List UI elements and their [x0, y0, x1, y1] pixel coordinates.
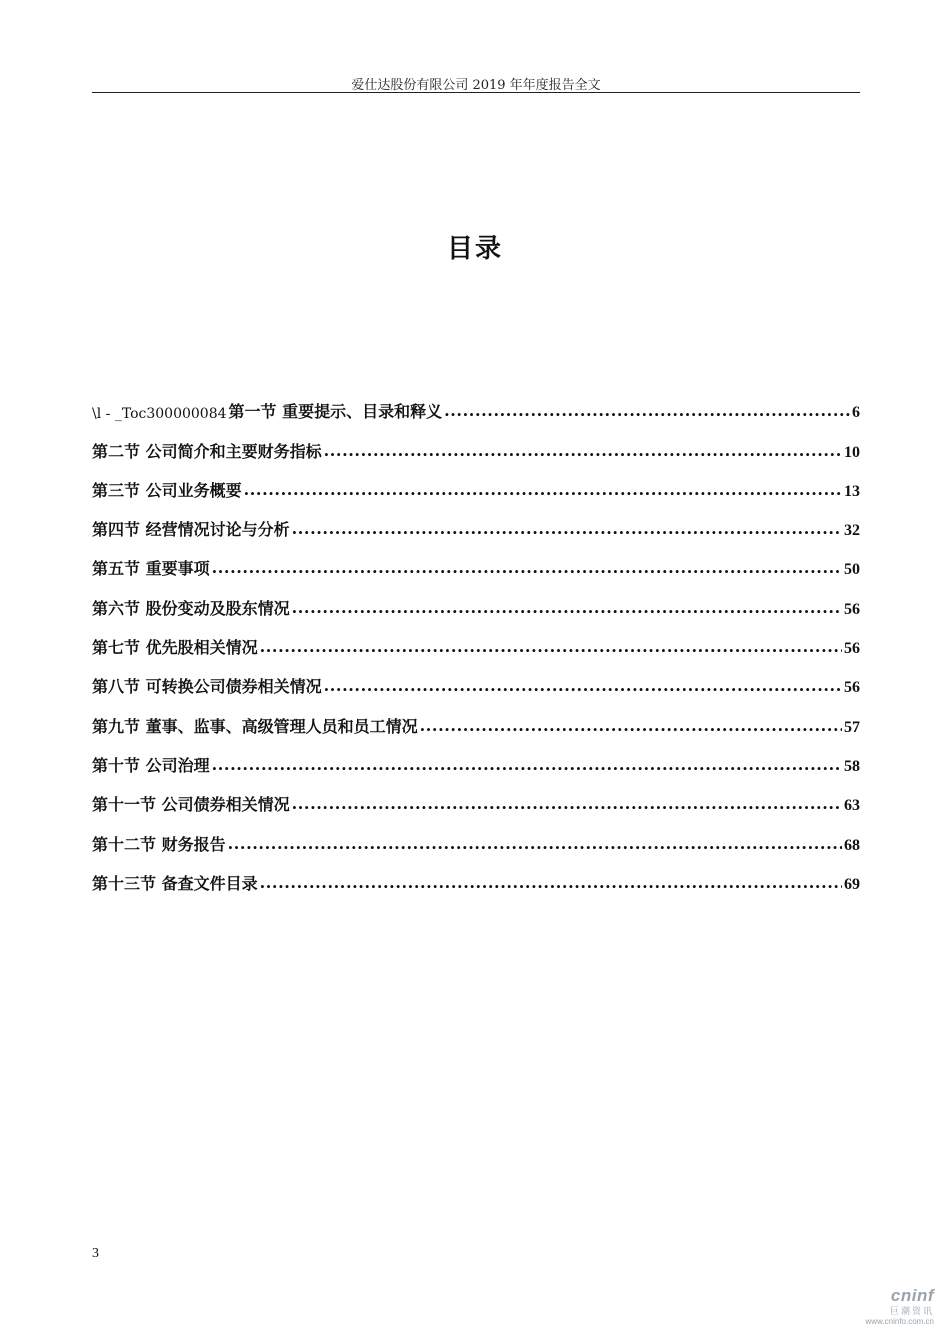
toc-entry-3[interactable]	[92, 462, 860, 501]
cninfo-url: www.cninfo.com.cn	[865, 1317, 934, 1326]
toc-entry-text: 第七节 优先股相关情况	[92, 638, 258, 658]
toc-entry-9[interactable]	[92, 697, 860, 736]
toc-entry-text: 第十一节 公司债券相关情况	[92, 795, 290, 815]
toc-leader-dots	[228, 834, 842, 852]
toc-page-number: 56	[844, 640, 860, 658]
toc-leader-dots	[292, 794, 842, 812]
toc-page-number: 13	[844, 482, 860, 500]
toc-entry-text: 第十三节 备查文件目录	[92, 873, 258, 893]
toc-title: 目录	[446, 234, 503, 264]
toc-entry-1[interactable]	[92, 383, 860, 422]
cninfo-cn-label: 巨潮资讯	[889, 1306, 934, 1316]
toc-leader-dots	[292, 598, 842, 616]
page-number: 3	[92, 1246, 99, 1261]
toc-page-number: 10	[844, 443, 860, 461]
toc-page-number: 57	[844, 718, 860, 736]
toc-entry-7[interactable]	[92, 619, 860, 658]
toc-leader-dots	[420, 716, 842, 734]
toc-list	[92, 383, 860, 894]
toc-entry-6[interactable]	[92, 579, 860, 618]
toc-leader-dots	[324, 676, 842, 694]
toc-entry-11[interactable]	[92, 776, 860, 815]
toc-entry-text: 第六节 股份变动及股东情况	[92, 598, 290, 618]
toc-entry-text: 第三节 公司业务概要	[92, 480, 242, 500]
toc-field-code: \l - _Toc300000084	[92, 406, 227, 423]
toc-entry-4[interactable]	[92, 501, 860, 540]
toc-entry-8[interactable]	[92, 658, 860, 697]
toc-entry-13[interactable]	[92, 855, 860, 894]
toc-leader-dots	[292, 519, 842, 537]
toc-leader-dots	[212, 558, 842, 576]
toc-leader-dots	[260, 873, 842, 891]
toc-leader-dots	[260, 637, 842, 655]
toc-page-number: 56	[844, 679, 860, 697]
toc-page-number: 56	[844, 600, 860, 618]
toc-entry-5[interactable]	[92, 540, 860, 579]
toc-leader-dots	[244, 480, 842, 498]
running-header: 爱仕达股份有限公司 2019 年年度报告全文	[351, 78, 601, 93]
toc-leader-dots	[444, 401, 850, 419]
toc-leader-dots	[212, 755, 842, 773]
toc-entry-text: 第四节 经营情况讨论与分析	[92, 520, 290, 540]
toc-entry-text: 第二节 公司简介和主要财务指标	[92, 441, 322, 461]
toc-entry-text: 第十节 公司治理	[92, 755, 210, 775]
toc-entry-text: 第五节 重要事项	[92, 559, 210, 579]
header-rule	[92, 92, 860, 93]
toc-entry-text: 第八节 可转换公司债券相关情况	[92, 677, 322, 697]
toc-page-number: 32	[844, 522, 860, 540]
toc-leader-dots	[324, 441, 842, 459]
toc-entry-text: 第十二节 财务报告	[92, 834, 226, 854]
toc-page-number: 68	[844, 836, 860, 854]
toc-page-number: 69	[844, 875, 860, 893]
toc-page-number: 6	[852, 404, 860, 422]
cninfo-logo: cninf	[890, 1286, 934, 1305]
toc-entry-2[interactable]	[92, 422, 860, 461]
toc-page-number: 63	[844, 797, 860, 815]
toc-page-number: 50	[844, 561, 860, 579]
toc-entry-12[interactable]	[92, 815, 860, 854]
cninfo-watermark	[838, 1286, 934, 1330]
toc-entry-text: 第九节 董事、监事、高级管理人员和员工情况	[92, 716, 418, 736]
toc-entry-text: 第一节 重要提示、目录和释义	[228, 402, 443, 422]
toc-entry-10[interactable]	[92, 737, 860, 776]
toc-page-number: 58	[844, 757, 860, 775]
